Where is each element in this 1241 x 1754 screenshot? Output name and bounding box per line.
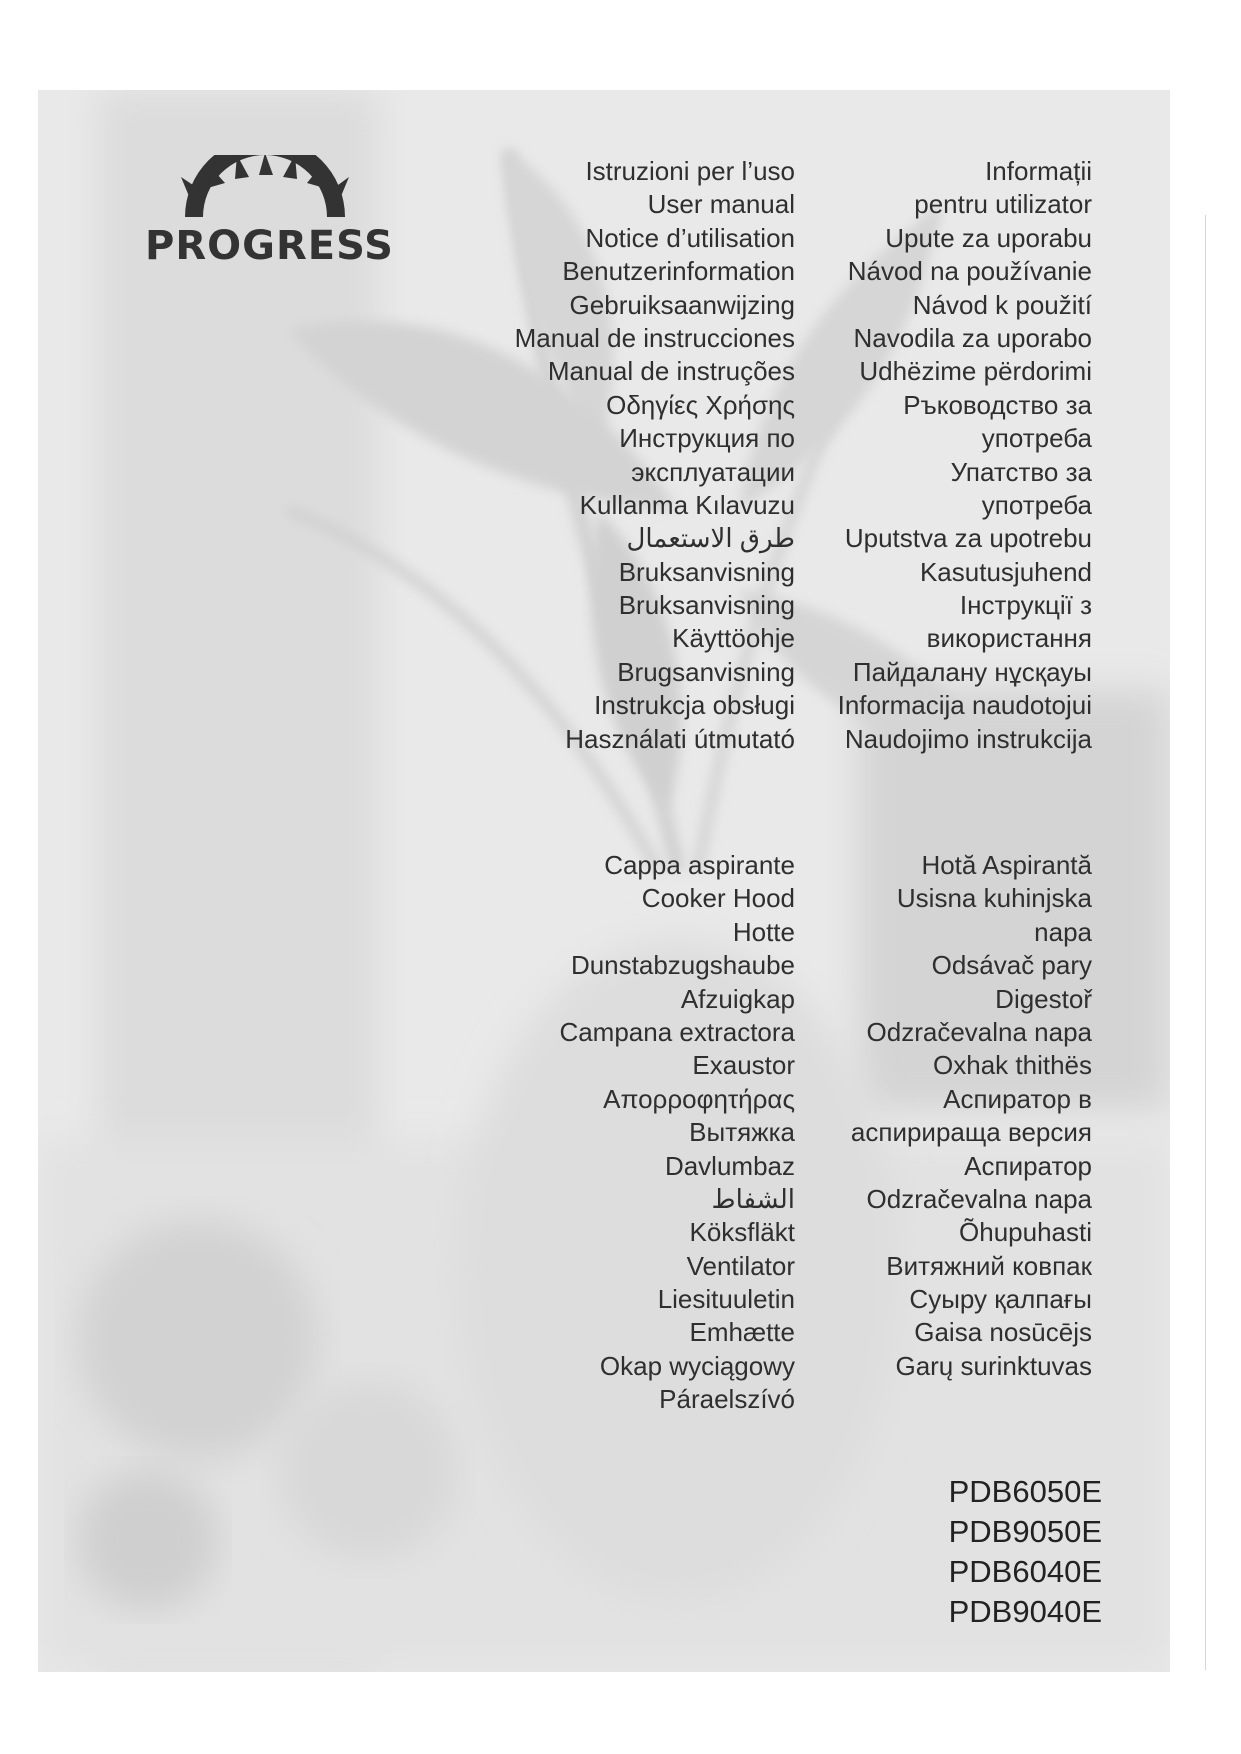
manual-title: Bruksanvisning xyxy=(618,590,795,621)
manual-title: Käyttöohje xyxy=(672,623,795,654)
manual-titles-right-column xyxy=(810,155,1092,756)
product-name: Liesituuletin xyxy=(657,1284,795,1315)
manual-title: Benutzerinformation xyxy=(562,256,795,287)
manual-title: Upute za uporabu xyxy=(885,222,1092,253)
model-number: PDB9050E xyxy=(948,1514,1102,1549)
product-name: الشفاط xyxy=(711,1183,795,1214)
manual-title: Istruzioni per l’uso xyxy=(585,156,795,186)
model-number: PDB6040E xyxy=(948,1554,1102,1589)
product-name: Emhætte xyxy=(689,1317,795,1348)
product-name: Digestoř xyxy=(995,983,1092,1014)
manual-title: Informații xyxy=(985,156,1092,186)
product-name: Õhupuhasti xyxy=(959,1217,1092,1248)
product-name: Usisna kuhinjska xyxy=(896,883,1092,914)
manual-title: Naudojimo instrukcija xyxy=(844,723,1092,754)
manual-title: طرق الاستعمال xyxy=(626,523,795,554)
manual-title: употреба xyxy=(981,423,1092,454)
manual-title: Інструкції з xyxy=(959,590,1092,621)
product-name: Hotă Aspirantă xyxy=(921,850,1092,880)
product-names-left-column xyxy=(470,849,795,1417)
manual-title: Инструкция по xyxy=(619,423,795,454)
model-number: PDB9040E xyxy=(948,1594,1102,1629)
brand-name: PROGRESS xyxy=(145,223,394,269)
manual-title: Ръководство за xyxy=(903,389,1092,420)
sunburst-arc-icon xyxy=(145,155,385,225)
product-name: Аспиратор в xyxy=(943,1083,1092,1114)
manual-title: эксплуатации xyxy=(631,456,795,487)
product-name: аспирираща версия xyxy=(850,1117,1092,1148)
product-name: Аспиратор xyxy=(964,1150,1092,1181)
product-name: Cooker Hood xyxy=(641,883,795,914)
manual-title: використання xyxy=(926,623,1092,654)
product-name: Okap wyciągowy xyxy=(599,1350,795,1381)
manual-title: Kullanma Kılavuzu xyxy=(579,489,795,520)
page-edge-line xyxy=(1205,215,1206,1670)
model-number: PDB6050E xyxy=(948,1474,1102,1509)
brand-logo xyxy=(145,155,394,275)
product-name: Hotte xyxy=(732,916,795,947)
product-name: Odzračevalna napa xyxy=(866,1183,1092,1214)
manual-title: Gebruiksaanwijzing xyxy=(569,289,795,320)
product-name: Campana extractora xyxy=(559,1016,795,1047)
product-name: Απορροφητήρας xyxy=(603,1083,795,1114)
product-name: Köksfläkt xyxy=(689,1217,795,1248)
product-name: Oxhak thithës xyxy=(933,1050,1092,1081)
product-names-right-column xyxy=(810,849,1092,1383)
manual-title: Notice d’utilisation xyxy=(585,222,795,253)
manual-title: Brugsanvisning xyxy=(617,656,795,687)
manual-title: Упатство за xyxy=(950,456,1092,487)
model-numbers xyxy=(880,1472,1102,1632)
manual-title: Manual de instruções xyxy=(547,356,795,387)
product-name: Вытяжка xyxy=(689,1117,795,1148)
product-name: Dunstabzugshaube xyxy=(570,950,795,981)
manual-title: Bruksanvisning xyxy=(618,556,795,587)
manual-title: Návod k použití xyxy=(912,289,1092,320)
product-name: Cappa aspirante xyxy=(604,850,795,880)
manual-title: Пайдалану нұсқауы xyxy=(852,656,1092,687)
manual-title: Navodila za uporabo xyxy=(853,322,1092,353)
manual-title: Uputstva za upotrebu xyxy=(844,523,1092,554)
manual-title: употреба xyxy=(981,489,1092,520)
product-name: Ventilator xyxy=(686,1250,795,1281)
product-name: Páraelszívó xyxy=(659,1384,795,1415)
product-name: Davlumbaz xyxy=(664,1150,795,1181)
product-name: Odsávač pary xyxy=(931,950,1092,981)
product-name: Garų surinktuvas xyxy=(895,1350,1092,1381)
manual-title: Kasutusjuhend xyxy=(919,556,1092,587)
manual-title: Udhëzime përdorimi xyxy=(859,356,1092,387)
manual-title: Manual de instrucciones xyxy=(514,322,795,353)
manual-title: Οδηγίες Χρήσης xyxy=(606,389,795,420)
manual-title: Használati útmutató xyxy=(565,723,795,754)
product-name: napa xyxy=(1034,916,1092,947)
product-name: Exaustor xyxy=(692,1050,795,1081)
product-name: Odzračevalna napa xyxy=(866,1016,1092,1047)
manual-titles-left-column xyxy=(440,155,795,756)
manual-title: Informacija naudotojui xyxy=(837,690,1092,721)
product-name: Суыру қалпағы xyxy=(909,1284,1092,1315)
product-name: Afzuigkap xyxy=(680,983,795,1014)
manual-title: Návod na používanie xyxy=(847,256,1092,287)
manual-title: pentru utilizator xyxy=(914,189,1092,220)
manual-title: User manual xyxy=(647,189,795,220)
manual-title: Instrukcja obsługi xyxy=(594,690,795,721)
product-name: Витяжний ковпак xyxy=(886,1250,1092,1281)
product-name: Gaisa nosūcējs xyxy=(914,1317,1092,1348)
